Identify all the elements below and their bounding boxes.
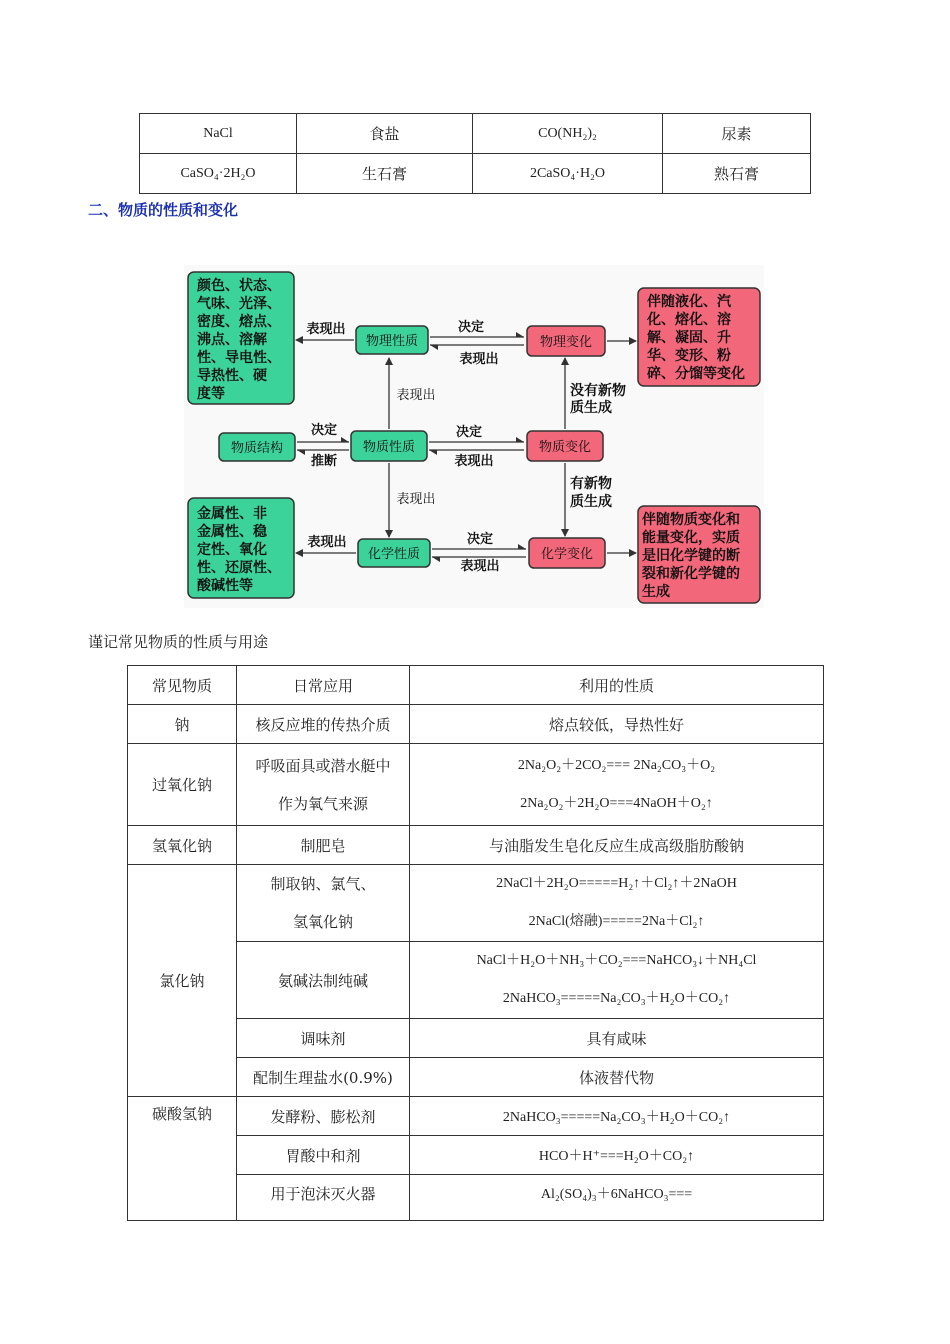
- use-cell: 胃酸中和剂: [237, 1136, 410, 1175]
- table-cell: 食盐: [297, 114, 473, 154]
- text-line: 能量变化，实质: [642, 530, 740, 546]
- property-cell: [410, 942, 824, 1019]
- substance-name: 过氧化钠: [128, 744, 237, 826]
- property-cell: 熔点较低，导热性好: [410, 705, 824, 744]
- node-label: 物质变化: [538, 440, 592, 455]
- node-label: 物质性质: [362, 440, 416, 455]
- arrow-label: 质生成: [570, 400, 612, 416]
- text-line: 金属性、稳: [197, 524, 267, 540]
- arrow-label: 表现出: [396, 492, 436, 507]
- text-line: 沸点、溶解: [197, 332, 267, 348]
- text-line: 伴随液化、汽: [647, 294, 731, 310]
- node-label: 物理变化: [539, 335, 593, 350]
- use-cell: 制肥皂: [237, 826, 410, 865]
- use-cell: 配制生理盐水(0.9%): [237, 1058, 410, 1097]
- use-cell: 核反应堆的传热介质: [237, 705, 410, 744]
- text-line: 伴随物质变化和: [642, 512, 740, 528]
- arrow-label: 决定: [455, 425, 483, 440]
- use-cell: 用于泡沫灭火器: [237, 1175, 410, 1221]
- arrow-label: 有新物: [570, 476, 612, 492]
- substance-name: 氢氧化钠: [128, 826, 237, 865]
- note-text: 谨记常见物质的性质与用途: [88, 633, 269, 651]
- use-cell: [237, 865, 410, 942]
- arrow-label: 表现出: [396, 388, 436, 403]
- text-line: 金属性、非: [197, 506, 267, 522]
- text-line: 碎、分馏等变化: [647, 366, 745, 382]
- arrow-label: 决定: [457, 320, 485, 335]
- arrow-label: 表现出: [307, 535, 347, 550]
- arrow-label: 推断: [310, 454, 338, 469]
- table-cell: 尿素: [663, 114, 811, 154]
- table-cell: 生石膏: [297, 154, 473, 194]
- property-cell: 与油脂发生皂化反应生成高级脂肪酸钠: [410, 826, 824, 865]
- equation: NaCl＋H₂O＋NH₃＋CO₂===NaHCO₃↓＋NH₄Cl: [476, 953, 757, 968]
- arrow-label: 质生成: [570, 494, 612, 510]
- property-cell: 2NaHCO₃=====Na₂CO₃＋H₂O＋CO₂↑: [410, 1097, 824, 1136]
- text-line: 密度、熔点、: [197, 314, 281, 330]
- table-cell: NaCl: [140, 114, 297, 154]
- text-line: 性、导电性、: [197, 350, 281, 366]
- property-cell: HCO＋H⁺===H₂O＋CO₂↑: [410, 1136, 824, 1175]
- substance-name: 碳酸氢钠: [128, 1097, 237, 1221]
- text-line: 气味、光泽、: [197, 296, 281, 312]
- table-cell: CaSO₄·2H₂O: [140, 154, 297, 194]
- text-line: 性、还原性、: [197, 560, 281, 576]
- table-cell: 熟石膏: [663, 154, 811, 194]
- node-label: 化学变化: [540, 547, 594, 562]
- arrow-label: 表现出: [459, 352, 499, 367]
- text-line: 颜色、状态、: [197, 278, 281, 294]
- node-label: 物理性质: [365, 334, 419, 349]
- table-row: [140, 114, 811, 154]
- equation: 2Na₂O₂＋2H₂O===4NaOH＋O₂↑: [520, 795, 713, 811]
- column-header: 日常应用: [237, 666, 410, 705]
- table-row: [128, 744, 824, 826]
- text-line: 定性、氧化: [197, 542, 267, 558]
- use-cell: [237, 744, 410, 826]
- node-label: 化学性质: [367, 547, 421, 562]
- use-cell: 发酵粉、膨松剂: [237, 1097, 410, 1136]
- use-cell: 调味剂: [237, 1019, 410, 1058]
- substance-uses-table: [127, 665, 824, 1221]
- text-line: 制取钠、氯气、: [270, 875, 376, 893]
- arrow-label: 决定: [466, 532, 494, 547]
- table-row: [128, 1097, 824, 1136]
- property-cell: [410, 865, 824, 942]
- substance-name: 氯化钠: [128, 865, 237, 1097]
- property-change-diagram: [184, 265, 764, 608]
- use-cell: 氨碱法制纯碱: [237, 942, 410, 1019]
- text-line: 是旧化学键的断: [642, 548, 740, 564]
- column-header: 利用的性质: [410, 666, 824, 705]
- text-line: 氢氧化钠: [292, 913, 353, 931]
- text-line: 度等: [197, 386, 225, 402]
- text-line: 化、熔化、溶: [647, 312, 731, 328]
- arrow-label: 表现出: [306, 322, 346, 337]
- substance-name: 钠: [128, 705, 237, 744]
- node-label: 物质结构: [230, 441, 284, 456]
- table-cell: 2CaSO₄·H₂O: [473, 154, 663, 194]
- property-cell: 具有咸味: [410, 1019, 824, 1058]
- equation: 2Na₂O₂＋2CO₂=== 2Na₂CO₃＋O₂: [517, 757, 716, 773]
- formula-name-table: [139, 113, 811, 194]
- table-row: [128, 705, 824, 744]
- arrow-label: 没有新物: [570, 383, 626, 399]
- property-cell: 体液替代物: [410, 1058, 824, 1097]
- property-cell: Al₂(SO₄)₃＋6NaHCO₃===: [410, 1175, 824, 1221]
- equation: 2NaHCO₃=====Na₂CO₃＋H₂O＋CO₂↑: [502, 991, 731, 1006]
- text-line: 作为氧气来源: [277, 794, 368, 813]
- svg-text:伴随液化、汽 化、熔化、溶 解、凝固、升: [646, 293, 745, 382]
- text-line: 导热性、硬: [197, 368, 267, 384]
- property-cell: [410, 744, 824, 826]
- arrow-label: 表现出: [460, 559, 500, 574]
- text-line: 解、凝固、升: [647, 330, 731, 346]
- arrow-label: 决定: [310, 423, 338, 438]
- section-heading: 二、物质的性质和变化: [88, 201, 239, 219]
- column-header: 常见物质: [128, 666, 237, 705]
- table-header-row: [128, 666, 824, 705]
- equation: 2NaCl＋2H₂O=====H₂↑＋Cl₂↑＋2NaOH: [496, 876, 737, 891]
- text-line: 裂和新化学键的: [642, 566, 740, 582]
- table-row: [128, 865, 824, 942]
- table-row: [128, 826, 824, 865]
- table-cell: CO(NH₂)₂: [473, 114, 663, 154]
- arrow-label: 表现出: [454, 454, 494, 469]
- text-line: 华、变形、粉: [647, 348, 731, 364]
- table-row: [140, 154, 811, 194]
- text-line: 呼吸面具或潜水艇中: [255, 756, 391, 775]
- text-line: 生成: [642, 584, 670, 600]
- equation: 2NaCl(熔融)=====2Na＋Cl₂↑: [528, 914, 705, 929]
- text-line: 酸碱性等: [197, 578, 253, 594]
